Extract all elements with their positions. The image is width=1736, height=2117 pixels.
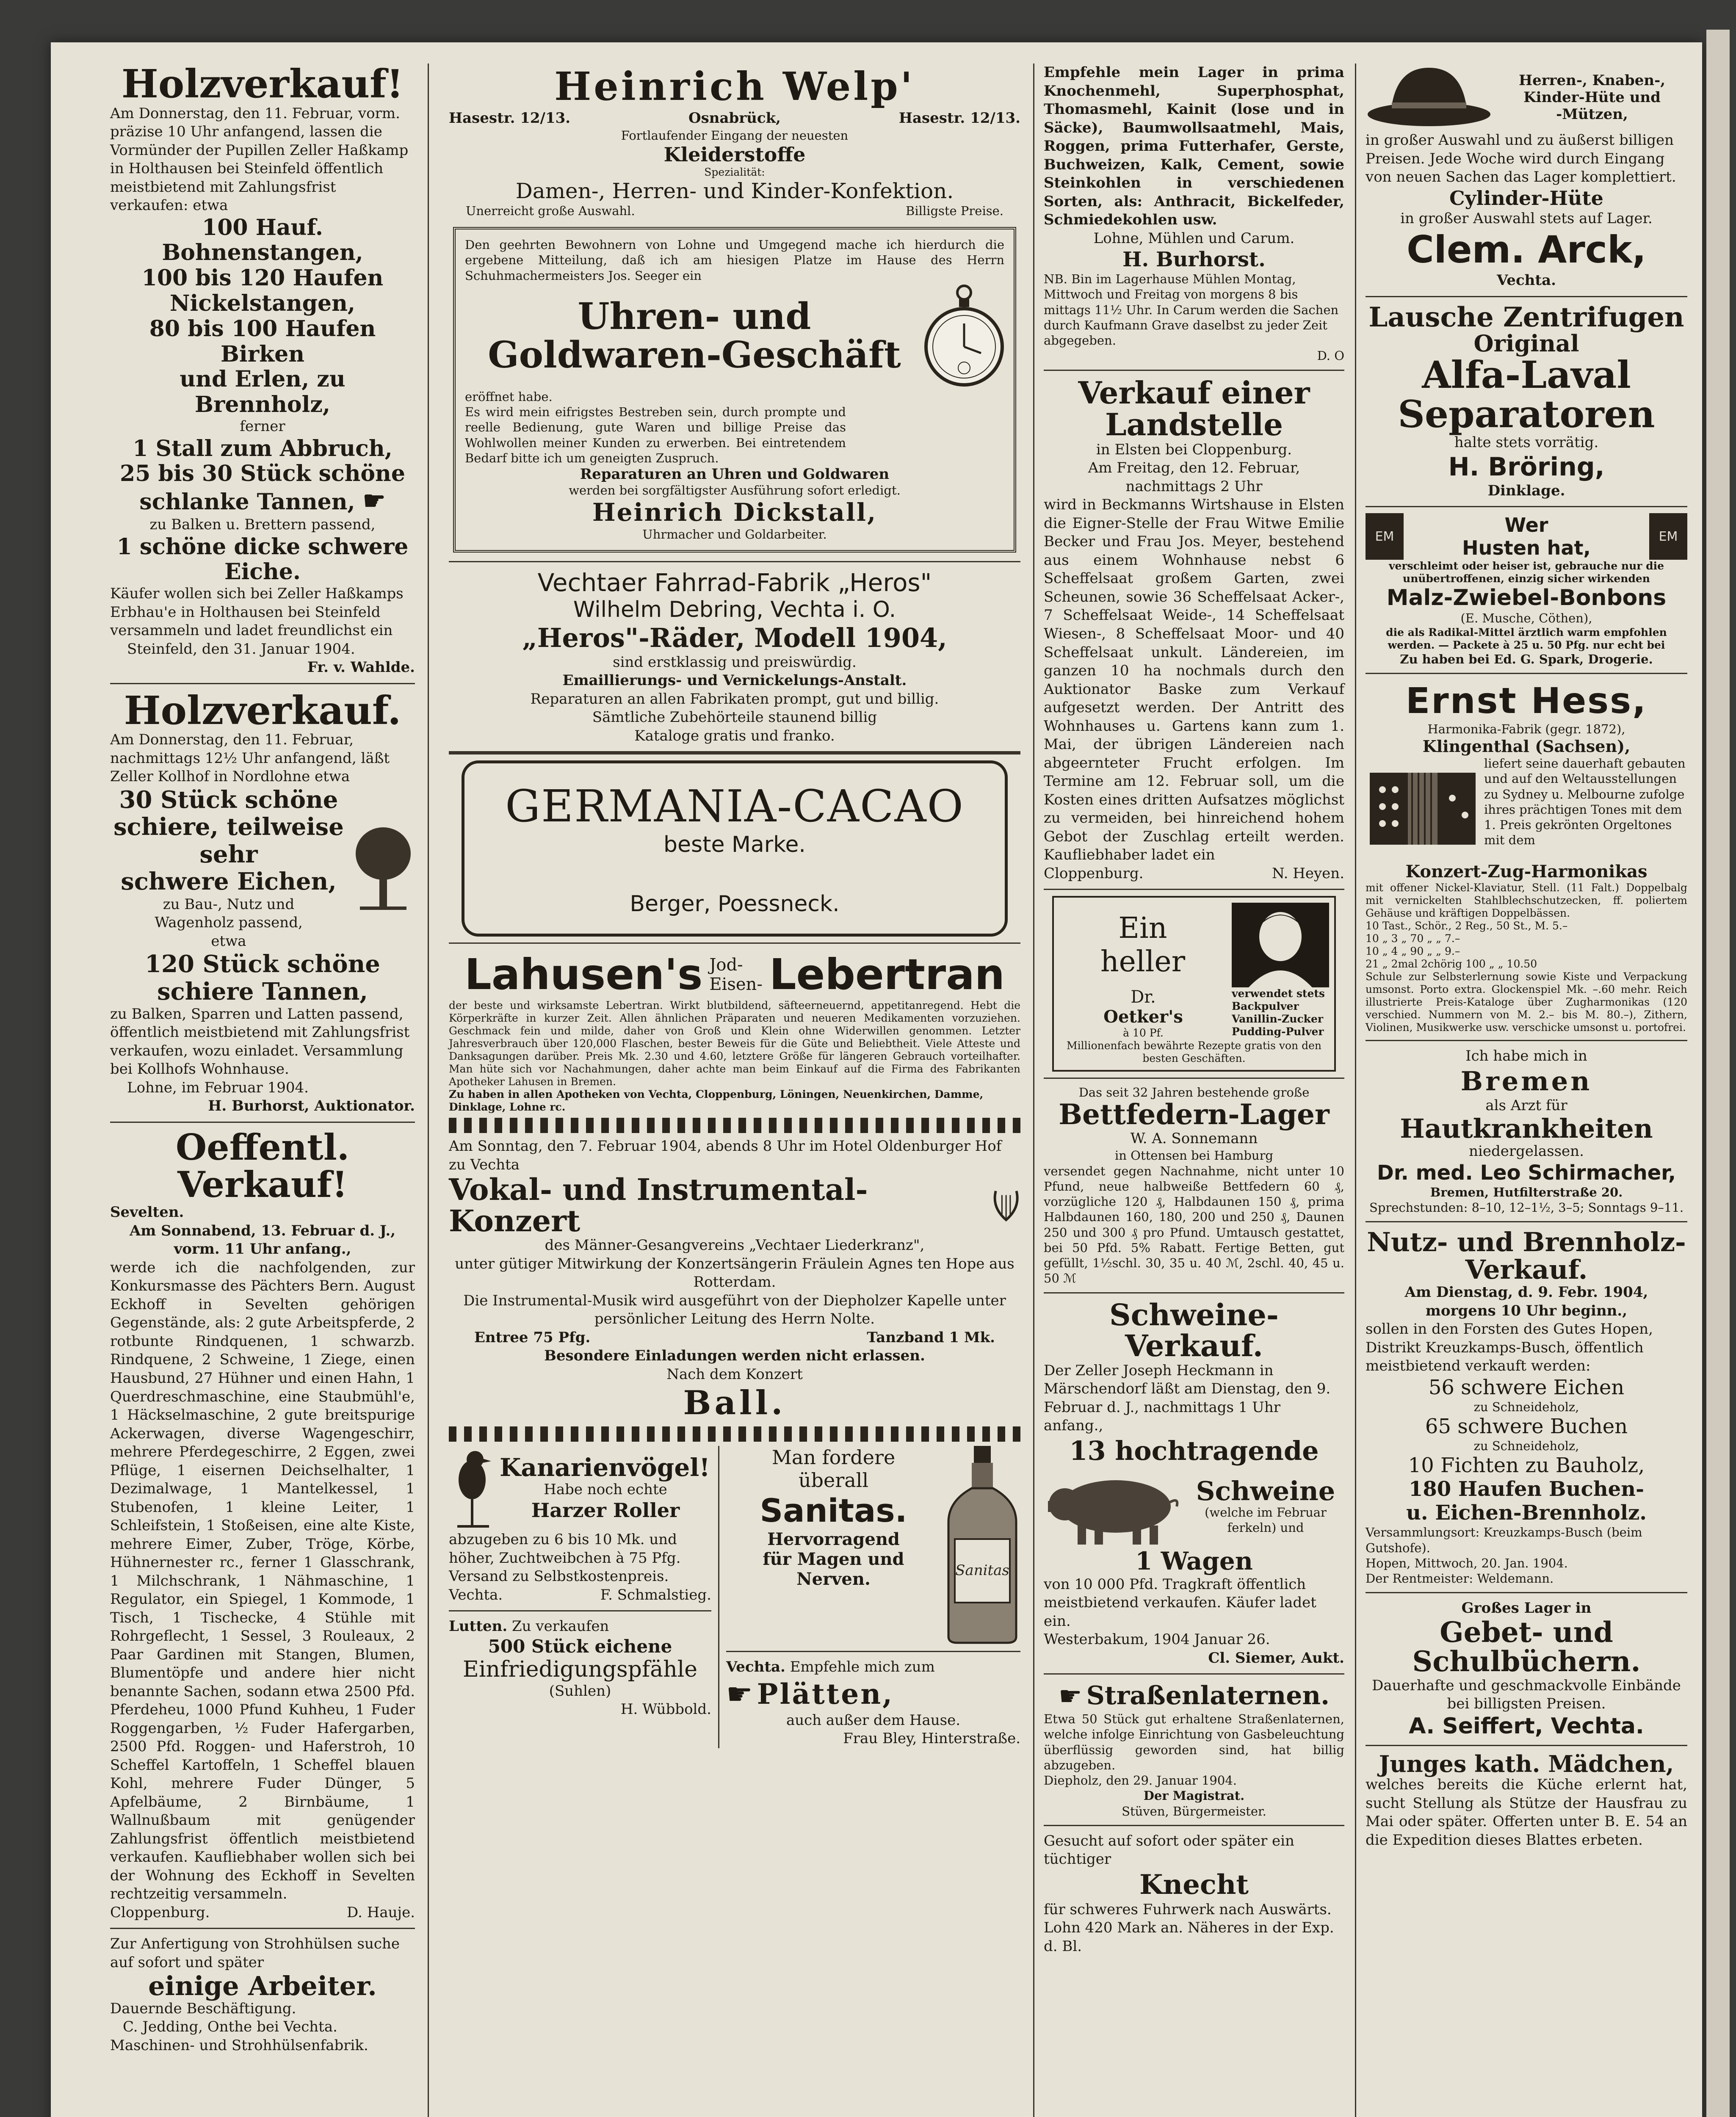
- separator: [1366, 1221, 1687, 1222]
- column-4: [1366, 64, 1687, 1849]
- woman-portrait-icon: [1232, 903, 1329, 987]
- ad-schweine-verkauf: Schweine-Verkauf. Der Zeller Joseph Heckmann in Märschendorf läßt am Dienstag, den 9. Februar d. J., nachmittags 1 Uhr anfang., 13 hochtragende Schweine (welche im Februar ferkeln) und 1 Wagen von 10 000 Pfd. Tragkraft öffentlich meistbietend verkaufen. Käufer ladet ein. Westerbakum, 1904 Januar 26. Cl. Siemer, Aukt.: [1044, 1297, 1344, 1667]
- separator: [110, 683, 415, 684]
- ad-arbeiter: Zur Anfertigung von Strohhülsen suche auf sofort und später einige Arbeiter. Dauernde Beschäftigung. C. Jedding, Onthe bei Vechta. Maschinen- und Strohhülsenfabrik.: [110, 1935, 400, 2054]
- page-edge: [1706, 30, 1730, 2117]
- ad-sanitas: Man fordere überall Sanitas. Hervorragend für Magen und Nerven. Sanitas Vechta. Empfehle mich zum ☛ Plätten, auch außer dem Hause. Frau Bley, Hinterstraße.: [726, 1446, 1020, 1748]
- ad-gebetbuecher: Großes Lager in Gebet- und Schulbüchern. Dauerhafte und geschmackvolle Einbände bei billigsten Preisen. A. Seiffert, Vechta.: [1372, 1600, 1681, 1739]
- badge-right: EM: [1649, 513, 1687, 560]
- signature: D. Hauje.: [347, 1904, 415, 1921]
- signature: N. Heyen.: [1272, 865, 1344, 882]
- ad-knecht: Gesucht auf sofort oder später ein tüchtiger Knecht für schweres Fuhrwerk nach Auswärts. Lohn 420 Mark an. Näheres in der Exp. d. Bl.: [1044, 1832, 1334, 1955]
- separator: [1044, 370, 1344, 371]
- separator: [110, 1928, 415, 1929]
- separator: [1366, 296, 1687, 297]
- concert-title: Vokal- und Instrumental-Konzert: [449, 1172, 868, 1238]
- separator: [1366, 506, 1687, 507]
- bottle-icon: [944, 1446, 1020, 1645]
- ad-arzt-schirrmacher: Ich habe mich in Bremen als Arzt für Hautkrankheiten niedergelassen. Dr. med. Leo Schirmacher, Bremen, Hutfilterstraße 20. Sprechstunden: 8–10, 12–1½, 3–5; Sonntags 9–11.: [1369, 1047, 1684, 1215]
- ad-germania-cacao: GERMANIA-CACAO beste Marke. Berger, Poessneck.: [462, 760, 1008, 937]
- separator: [1366, 1040, 1687, 1041]
- ad-holzverkauf-2: Holzverkauf. Am Donnerstag, den 11. Februar, nachmittags 12½ Uhr anfangend, läßt Zeller Kollhof in Nordlohne etwa 30 Stück schöne schiere, teilweise sehr schwere Eichen, zu Bau-, Nutz und Wagenholz passend, etwa 120 Stück schöne schiere Tannen, zu Balken, Sparren und Latten passend, öffentlich meistbietend mit Zahlungsfrist verkaufen, wozu einladet. Versammlung bei Kollhofs Wohnhause. Lohne, im Februar 1904. H. Burhorst, Auktionator.: [110, 687, 415, 1115]
- line: Zu verkaufen: [512, 1618, 609, 1635]
- lyre-icon: [992, 1186, 1020, 1224]
- eisen: Eisen-: [709, 974, 763, 994]
- ad-heinrich-welp: Heinrich Welp' Hasestr. 12/13. Osnabrück, Hasestr. 12/13. Fortlaufender Eingang der neuesten Kleiderstoffe Spezialität: Damen-, Herren- und Kinder-Konfektion. Unerreicht große Auswahl. Billigste Preise.: [449, 64, 1020, 218]
- ad-oetker: Ein heller Dr. Oetker's à 10 Pf. verwendet stets Backpulver Vanillin-Zucker Pudding-Pulver Millionenfach bewährte Rezepte gratis von den besten Geschäften.: [1052, 896, 1336, 1072]
- place: Cloppenburg.: [1044, 865, 1144, 882]
- pig-icon: [1044, 1466, 1183, 1547]
- tagline-right: Billigste Preise.: [906, 203, 1003, 218]
- product-name: Lebertran: [769, 950, 1005, 1000]
- signature: F. Schmalstieg.: [600, 1586, 711, 1603]
- tagline-left: Unerreicht große Auswahl.: [466, 203, 635, 218]
- pointing-hand-icon: ☛: [1059, 1680, 1082, 1712]
- separator: [110, 1122, 415, 1123]
- separator: [1044, 1292, 1344, 1293]
- ad-plaetten: Vechta. Empfehle mich zum ☛ Plätten, auch außer dem Hause. Frau Bley, Hinterstraße.: [726, 1658, 1020, 1747]
- title: Straßenlaternen.: [1086, 1681, 1330, 1711]
- harmonica-icon: [1366, 756, 1480, 862]
- place: Vechta.: [449, 1586, 503, 1603]
- column-2: [449, 64, 1020, 1748]
- ad-heros-fahrrad: Vechtaer Fahrrad-Fabrik „Heros" Wilhelm Debring, Vechta i. O. „Heros"-Räder, Modell 1904, sind erstklassig und preiswürdig. Emaillierungs- und Vernickelungs-Anstalt. Reparaturen an allen Fabrikaten prompt, gut und billig. Sämtliche Zubehörteile staunend billig Kataloge gratis und franko.: [522, 568, 947, 744]
- ad-pfaehle: Lutten. Zu verkaufen 500 Stück eichene Einfriedigungspfähle (Suhlen) H. Wübbold.: [449, 1618, 711, 1718]
- separator: [1366, 1592, 1687, 1593]
- ad-alfa-laval: Lausche Zentrifugen Original Alfa-Laval Separatoren halte stets vorrätig. H. Bröring, Dinklage.: [1368, 301, 1684, 499]
- canary-icon: [449, 1446, 495, 1531]
- separator: [449, 751, 1020, 754]
- line: Empfehle mich zum: [790, 1658, 935, 1676]
- separator: [449, 561, 1020, 562]
- pointing-hand-icon: ☛: [362, 486, 386, 516]
- column-rule: [428, 64, 429, 2117]
- ad-burhorst-lager: Empfehle mein Lager in prima Knochenmehl, Superphosphat, Thomasmehl, Kainit (lose und in Säcke), Baumwollsaatmehl, Mais, Roggen, prima Futterhafer, Gerste, Buchweizen, Kalk, Cement, sowie Steinkohlen in verschiedenen Sorten, als: Anthracit, Bickelfeder, Schmiedekohlen usw. Lohne, Mühlen und Carum. H. Burhorst. NB. Bin im Lagerhause Mühlen Montag, Mittwoch und Freitag von morgens 8 bis mittags 11½ Uhr. In Carum werden die Sachen durch Kaufmann Grave daselbst zu jeder Zeit abgegeben. D. O: [1044, 64, 1344, 363]
- separator: [1366, 673, 1687, 674]
- column-3: [1044, 64, 1344, 1956]
- ornamental-border: [449, 1118, 1020, 1133]
- badge-left: EM: [1366, 513, 1404, 560]
- ad-kanarien: Kanarienvögel! Habe noch echte Harzer Roller abzugeben zu 6 bis 10 Mk. und höher, Zuchtweibchen à 75 Pfg. Versand zu Selbstkostenpreis. Vechta. F. Schmalstieg. Lutten. Zu verkaufen 500 Stück eichene Einfriedigungspfähle (Suhlen) H. Wübbold.: [449, 1446, 711, 1748]
- ad-dickstall-uhren: Den geehrten Bewohnern von Lohne und Umgegend mache ich hierdurch die ergebene Mitteilung, daß ich am hiesigen Platze im Hause des Herrn Schuhmachermeisters Jos. Seeger ein Uhren- und Goldwaren-Geschäft eröffnet habe. Es wird mein eifrigstes Bestreben sein, durch prompte und reelle Bedienung, gute Waren und billige Preise das Wohlwollen meiner Kunden zu erwerben. Bei eintretendem Bedarf bitte ich um geneigten Zuspruch. Reparaturen an Uhren und Goldwaren werden bei sorgfältigster Ausführung sofort erledigt. Heinrich Dickstall, Uhrmacher und Goldarbeiter.: [453, 227, 1016, 553]
- line-tannen: schlanke Tannen,: [139, 489, 355, 515]
- ad-oeffentl-verkauf: Oeffentl. Verkauf! Sevelten. Am Sonnabend, 13. Februar d. J., vorm. 11 Uhr anfang., werde ich die nachfolgenden, zur Konkursmasse des Pächters Bern. August Eckhoff in Sevelten gehörigen Gegenstände, als: 2 gute Arbeitspferde, 2 rotbunte Rindquenen, 1 schwarzb. Rindquene, 2 Schweine, 1 Ziege, einen Hausbund, 27 Hühner und einen Hahn, 1 Querdreschmaschine, eine Staubmühl'e, 1 Häckselmaschine, 2 gute breitspurige Ackerwagen, diverse Wagengeschirr, mehrere Pferdegeschirre, 2 Eggen, zwei Pflüge, 1 eisernen Deichselhalter, 1 Dezimalwage, 1 Mantelkessel, 1 Stubenofen, 1 kleine Leiter, 1 Schleifstein, 1 Stoßeisen, eine alte Kiste, mehrere Eimer, Zuber, Tröge, Körbe, Hühnernester rc., ferner 1 Glasschrank, 1 Milchschrank, 1 Nähmaschine, 1 Regulator, ein Spiegel, 1 Kommode, 1 Tisch, 1 Tischecke, 4 Stühle mit Rohrgeflecht, 1 Sessel, 3 Rouleaux, 2 Paar Gardinen mit Stangen, Blumen, Blumentöpfe und andere hier nicht benannte Sachen, sodann etwa 2500 Pfd. Pferdeheu, 1000 Pfund Kuhheu, 1 Fuder Roggengarben, ½ Fuder Hafergarben, 2500 Pfd. Roggen- und Haferstroh, 10 Scheffel Kartoffeln, 1 Scheffel blauen Kohl, mehrere Fuder Dünger, 5 Apfelbäume, 2 Birnbäume, 1 Wallnußbaum mit genügender Zahlungsfrist öffentlich meistbietend verkaufen. Kaufliebhaber wollen sich bei der Wohnung des Eckhoff in Sevelten rechtzeitig versammeln. Cloppenburg. D. Hauje.: [110, 1129, 415, 1922]
- place: Lutten.: [449, 1618, 508, 1635]
- ad-maedchen: Junges kath. Mädchen, welches bereits die Küche erlernt hat, sucht Stellung als Stütze der Hausfrau zu Mai oder später. Offerten unter B. E. 54 an die Expedition dieses Blattes erbeten.: [1366, 1750, 1687, 1849]
- brand-name: Lahusen's: [464, 950, 703, 1000]
- place: Vechta.: [726, 1658, 785, 1676]
- column-rule: [1033, 64, 1034, 2117]
- pointing-hand-icon: ☛: [726, 1676, 753, 1711]
- ornamental-border: [449, 1426, 1020, 1442]
- dance-price: Tanzband 1 Mk.: [867, 1329, 995, 1346]
- separator: [1044, 1673, 1344, 1675]
- column-rule: [718, 1446, 719, 1748]
- place: Cloppenburg.: [110, 1904, 210, 1921]
- separator: [726, 1651, 1020, 1652]
- pocket-watch-icon: [924, 283, 1004, 389]
- separator: [1044, 1825, 1344, 1826]
- ad-strassenlaternen: ☛ Straßenlaternen. Etwa 50 Stück gut erhaltene Straßenlaternen, welche infolge Einrichtung von Gasbeleuchtung überflüssig geworden sind, hat billig abzugeben. Diepholz, den 29. Januar 1904. Der Magistrat. Stüven, Bürgermeister.: [1044, 1680, 1344, 1819]
- ad-ernst-hess: Ernst Hess, Harmonika-Fabrik (gegr. 1872), Klingenthal (Sachsen), liefert seine dauerhaft gebauten und auf den Weltausstellungen zu Sydney u. Melbourne zufolge ihres prächtigen Tones mit dem 1. Preis gekrönten Orgeltones mit dem Konzert-Zug-Harmonikas mit offener Nickel-Klaviatur, Stell. (11 Falt.) Doppelbalg mit vernickelten Stahlblechschutzecken, ff. poliertem Gehäuse und kräftigen Doppelbässen. 10 Tast., Schör., 2 Reg., 50 St., M. 5.– 10 „ 3 „ 70 „ „ 7.– 10 „ 4 „ 90 „ „ 9.– 21 „ 2mal 2chörig 100 „ „ 10.50 Schule zur Selbsterlernung sowie Kiste und Verpackung umsonst. Porto extra. Glockenspiel Mk. –.60 mehr. Reich illustrierte Preis-Kataloge über Zugharmonikas (120 verschied. Nummern von M. 2.– bis M. 80.–), Zithern, Violinen, Musikwerke usw. verschicke umsonst u. portofrei.: [1366, 680, 1687, 1034]
- ad-holzverkauf-1: Holzverkauf! Am Donnerstag, den 11. Februar, vorm. präzise 10 Uhr anfangend, lassen die Vormünder der Pupillen Zeller Haßkamp in Holthausen bei Steinfeld öffentlich meistbietend mit Zahlungsfrist verkaufen: etwa 100 Hauf. Bohnenstangen, 100 bis 120 Haufen Nickelstangen, 80 bis 100 Haufen Birken und Erlen, zu Brennholz, ferner 1 Stall zum Abbruch, 25 bis 30 Stück schöne schlanke Tannen, ☛ zu Balken u. Brettern passend, 1 schöne dicke schwere Eiche. Käufer wollen sich bei Zeller Haßkamps Erbhau'e in Holthausen bei Steinfeld versammeln und ladet freundlichst ein Steinfeld, den 31. Januar 1904. Fr. v. Wahlde.: [110, 61, 415, 676]
- city: Osnabrück,: [688, 110, 781, 127]
- column-rule: [1355, 64, 1356, 2117]
- separator: [449, 942, 1020, 944]
- tree-icon: [351, 824, 415, 913]
- address-right: Hasestr. 12/13.: [898, 110, 1020, 127]
- jod: Jod-: [709, 955, 743, 975]
- separator: [1044, 889, 1344, 890]
- title: Plätten,: [757, 1677, 894, 1711]
- address-left: Hasestr. 12/13.: [449, 110, 571, 127]
- ad-bettfedern: Das seit 32 Jahren bestehende große Bettfedern-Lager W. A. Sonnemann in Ottensen bei Hamburg versendet gegen Nachnahme, nicht unter 10 Pfund, neue halbweiße Bettfedern 60 ₰, vorzügliche 120 ₰, Halbdaunen 150 ₰, prima Halbdaunen 160, 180, 200 und 250 ₰, Daunen 250 und 300 ₰ pro Pfund. Umtausch gestattet, bei 50 Pfd. 5% Rabatt. Fertige Betten, gut gefüllt, 1½schl. 30, 35 u. 40 ℳ, 2schl. 40, 45 u. 50 ℳ: [1044, 1085, 1344, 1286]
- separator: [1044, 1078, 1344, 1079]
- column-1: [110, 61, 415, 2055]
- ad-malz-bonbons: EM Wer Husten hat, EM verschleimt oder heiser ist, gebrauche nur die unübertroffenen, einzig sicher wirkenden Malz-Zwiebel-Bonbons (E. Musche, Cöthen), die als Radikal-Mittel ärztlich warm empfohlen werden. — Packete à 25 u. 50 Pfg. nur echt bei Zu haben bei Ed. G. Spark, Drogerie.: [1366, 513, 1687, 667]
- bottle-label: Sanitas: [955, 1562, 1009, 1579]
- bowler-hat-icon: [1366, 64, 1493, 131]
- ad-arck-huete: Herren-, Knaben-, Kinder-Hüte und -Mützen, in großer Auswahl und zu äußerst billigen Preisen. Jede Woche wird durch Eingang von neuen Sachen das Lager komplettiert. Cylinder-Hüte in großer Auswahl stets auf Lager. Clem. Arck, Vechta.: [1366, 64, 1687, 290]
- entree-price: Entree 75 Pfg.: [474, 1329, 591, 1346]
- separator: [1366, 1745, 1687, 1746]
- ad-nutz-brennholz: Nutz- und Brennholz-Verkauf. Am Dienstag, d. 9. Febr. 1904, morgens 10 Uhr beginn., sollen in den Forsten des Gutes Hopen, Distrikt Kreuzkamps-Busch, öffentlich meistbietend verkauft werden: 56 schwere Eichen zu Schneideholz, 65 schwere Buchen zu Schneideholz, 10 Fichten zu Bauholz, 180 Haufen Buchen- u. Eichen-Brennholz. Versammlungsort: Kreuzkamps-Busch (beim Gutshofe). Hopen, Mittwoch, 20. Jan. 1904. Der Rentmeister: Weldemann.: [1366, 1227, 1686, 1586]
- separator: [449, 1610, 711, 1611]
- ad-lahusen-lebertran: Lahusen's Jod- Eisen- Lebertran der beste und wirksamste Lebertran. Wirkt blutbildend, säfteerneuernd, appetitanregend. Hebt die Körperkräfte in kurzer Zeit. Allen ähnlichen Präparaten und neueren Medikamenten vorzuziehen. Geschmack fein und milde, daher von Groß und Klein ohne Widerwillen genommen. Letzter Jahresverbrauch über 120,000 Flaschen, bester Beweis für die Güte und Beliebtheit. Viele Atteste und Danksagungen darüber. Preis Mk. 2.30 und 4.60, letztere Größe für längeren Gebrauch vorteilhafter. Man hüte sich vor Nachahmungen, daher achte man beim Einkauf auf die Firma des Fabrikanten Apotheker Lahusen in Bremen. Zu haben in allen Apotheken von Vechta, Cloppenburg, Löningen, Neuenkirchen, Damme, Dinklage, Lohne rc.: [449, 950, 1020, 1114]
- ad-landstelle: Verkauf einer Landstelle in Elsten bei Cloppenburg. Am Freitag, den 12. Februar, nachmittags 2 Uhr wird in Beckmanns Wirtshause in Elsten die Eigner-Stelle der Frau Witwe Emilie Becker und Frau Jos. Meyer, bestehend aus einem Wohnhause nebst 6 Scheffelsaat großem Garten, zwei Scheunen, sowie 36 Scheffelsaat Acker-, 7 Scheffelsaat Weide-, 14 Scheffelsaat Wiesen-, 8 Scheffelsaat Moor- und 40 Scheffelsaat unkult. Ländereien, im ganzen 10 ha nochmals durch den Auktionator Baske zum Verkauf aufgesetzt werden. Der Antritt des Wohnhauses u. Gartens kann zum 1. Mai, der übrigen Ländereien nach abgeernteter Frucht erfolgen. Im Termine am 12. Februar soll, um die Kosten eines dritten Aufsatzes möglichst zu vermeiden, bei hinreichend hohem Gebot der Zuschlag erteilt werden. Kaufliebhaber ladet ein Cloppenburg. N. Heyen.: [1044, 377, 1344, 883]
- ad-konzert: Am Sonntag, den 7. Februar 1904, abends 8 Uhr im Hotel Oldenburger Hof zu Vechta Vokal- und Instrumental-Konzert des Männer-Gesangvereins „Vechtaer Liederkranz", unter gütiger Mitwirkung der Konzertsängerin Fräulein Agnes ten Hope aus Rotterdam. Die Instrumental-Musik wird ausgeführt von der Diepholzer Kapelle unter persönlicher Leitung des Herrn Nolte. Entree 75 Pfg. Tanzband 1 Mk. Besondere Einladungen werden nicht erlassen. Nach dem Konzert Ball.: [449, 1137, 1020, 1422]
